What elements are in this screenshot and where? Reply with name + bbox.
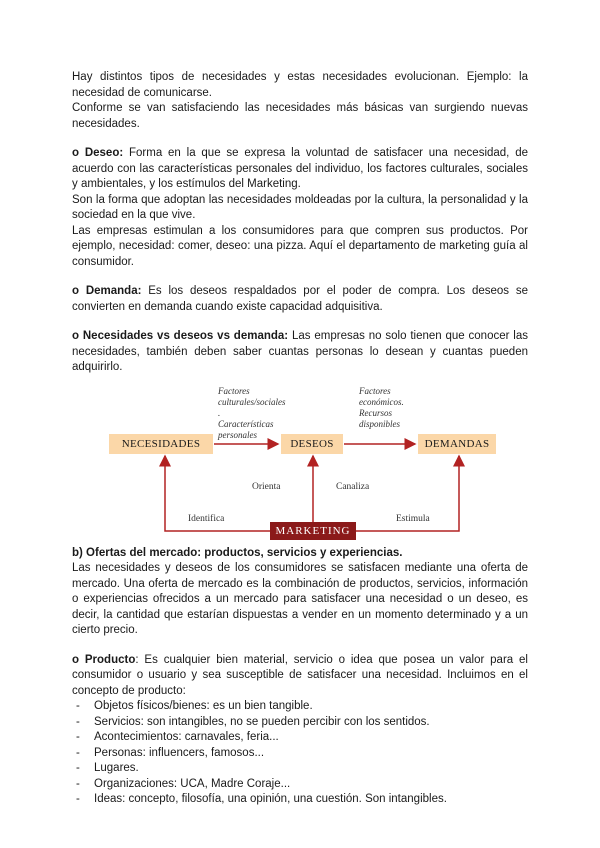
ofertas-paragraph: Las necesidades y deseos de los consumidores se satisfacen mediante una oferta de mercado. Una oferta de mercado es la combinación de productos, servicios, información o experiencias ofrecidos a un mercado para satisfacer una necesidad o un deseo, es decir, la cantidad que estarían dispuestas a vender en un momento determinado y a un cierto precio. — [72, 562, 528, 636]
demanda-paragraph — [72, 284, 528, 315]
necesidades-box: NECESIDADES — [109, 434, 213, 454]
demanda-heading: o Demanda: — [72, 285, 142, 297]
identifica-label: Identifica — [188, 513, 225, 524]
demandas-box: DEMANDAS — [418, 434, 496, 454]
estimula-label: Estimula — [396, 513, 430, 524]
note-right: Factores económicos. Recursos disponibles — [359, 385, 404, 429]
producto-list — [72, 699, 528, 808]
list-item: - Personas: influencers, famosos... — [72, 746, 528, 762]
orienta-label: Orienta — [252, 481, 281, 492]
intro-paragraph-1: Hay distintos tipos de necesidades y estas necesidades evolucionan. Ejemplo: la necesidad de comunicarse. — [72, 71, 528, 99]
document-page — [72, 70, 528, 808]
nvd-text: Las empresas no solo tienen que conocer las necesidades, también deben saber cuantas personas lo desean y cuantas pueden adquirirlo. — [72, 330, 528, 373]
deseo-paragraph-2: Son la forma que adoptan las necesidades moldeadas por la cultura, la personalidad y la sociedad en la que vive. — [72, 193, 528, 221]
list-item: - Ideas: concepto, filosofía, una opinión, una cuestión. Son intangibles. — [72, 792, 528, 808]
producto-text: : Es cualquier bien material, servicio o idea que posea un valor para el consumidor o usuario y sea susceptible de satisfacer una necesidad. Incluimos en el concepto de producto: — [72, 653, 528, 697]
producto-paragraph — [72, 653, 528, 700]
canaliza-label: Canaliza — [336, 481, 370, 492]
note-left: Factores culturales/sociales . Características personales — [218, 385, 286, 440]
list-item: - Lugares. — [72, 761, 528, 777]
list-item: - Acontecimientos: carnavales, feria... — [72, 730, 528, 746]
deseo-paragraph — [72, 146, 528, 193]
demanda-text: Es los deseos respaldados por el poder de compra. Los deseos se convierten en demanda cuando existe capacidad adquisitiva. — [72, 285, 528, 313]
list-item: - Organizaciones: UCA, Madre Coraje... — [72, 777, 528, 793]
producto-heading: o Producto — [72, 653, 136, 666]
deseos-box: DESEOS — [281, 434, 343, 454]
nvd-paragraph — [72, 329, 528, 376]
ofertas-heading: b) Ofertas del mercado: productos, servicios y experiencias. — [72, 546, 403, 559]
marketing-diagram — [72, 382, 528, 542]
list-item: - Objetos físicos/bienes: es un bien tangible. — [72, 699, 528, 715]
list-item: - Servicios: son intangibles, no se pueden percibir con los sentidos. — [72, 715, 528, 731]
intro-paragraph-2: Conforme se van satisfaciendo las necesidades más básicas van surgiendo nuevas necesidades. — [72, 102, 528, 130]
marketing-box: MARKETING — [270, 522, 356, 540]
diagram-arrows — [72, 382, 528, 542]
deseo-text: Forma en la que se expresa la voluntad de satisfacer una necesidad, de acuerdo con las características personales del individuo, los factores culturales, sociales y ambientales, y los estímulos del Marketing. — [72, 147, 528, 190]
deseo-heading: o Deseo: — [72, 147, 124, 159]
nvd-heading: o Necesidades vs deseos vs demanda: — [72, 330, 289, 342]
deseo-paragraph-3: Las empresas estimulan a los consumidores para que compren sus productos. Por ejemplo, necesidad: comer, deseo: una pizza. Aquí el departamento de marketing guía al consumidor. — [72, 224, 528, 268]
